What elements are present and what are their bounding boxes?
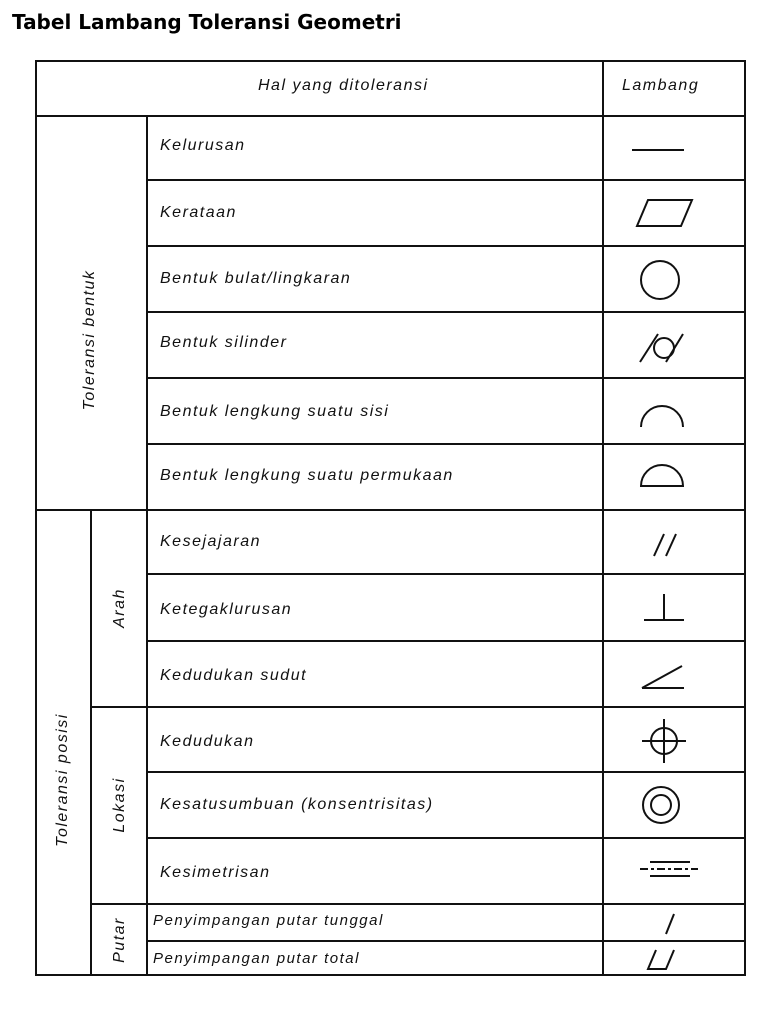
- cylindricity-icon: [604, 312, 744, 378]
- surface-profile-icon: [604, 444, 744, 510]
- row-label: Penyimpangan putar total: [153, 950, 360, 967]
- row-label: Kelurusan: [160, 137, 246, 154]
- column-divider: [90, 510, 92, 976]
- row-label: Kedudukan sudut: [160, 667, 308, 684]
- row-label: Bentuk bulat/lingkaran: [160, 270, 352, 287]
- symmetry-icon: [604, 838, 744, 904]
- header-item: Hal yang ditoleransi: [258, 77, 429, 94]
- row-label: Kedudukan: [160, 733, 255, 750]
- circular-runout-icon: [604, 904, 744, 940]
- group-lokasi: Lokasi: [111, 777, 128, 833]
- row-label: Bentuk lengkung suatu permukaan: [160, 467, 454, 484]
- line-profile-icon: [604, 378, 744, 444]
- flatness-icon: [604, 180, 744, 246]
- header-symbol: Lambang: [622, 77, 700, 94]
- group-putar: Putar: [111, 917, 128, 963]
- table-border: [35, 60, 37, 976]
- concentricity-icon: [604, 772, 744, 838]
- total-runout-icon: [604, 940, 744, 975]
- page-title: Tabel Lambang Toleransi Geometri: [12, 10, 402, 34]
- perpendicularity-icon: [604, 574, 744, 640]
- straightness-icon: [604, 116, 744, 180]
- group-bentuk: Toleransi bentuk: [81, 269, 98, 411]
- position-icon: [604, 706, 744, 772]
- group-posisi: Toleransi posisi: [54, 713, 71, 847]
- row-label: Bentuk silinder: [160, 334, 288, 351]
- row-label: Kesatusumbuan (konsentrisitas): [160, 796, 434, 813]
- row-label: Penyimpangan putar tunggal: [153, 912, 384, 929]
- row-label: Bentuk lengkung suatu sisi: [160, 403, 390, 420]
- row-label: Kesimetrisan: [160, 864, 271, 881]
- group-arah: Arah: [111, 588, 128, 628]
- row-label: Kesejajaran: [160, 533, 261, 550]
- table-border: [35, 60, 746, 62]
- circularity-icon: [604, 246, 744, 312]
- angularity-icon: [604, 640, 744, 706]
- parallelism-icon: [604, 510, 744, 574]
- row-label: Ketegaklurusan: [160, 601, 293, 618]
- row-label: Kerataan: [160, 204, 237, 221]
